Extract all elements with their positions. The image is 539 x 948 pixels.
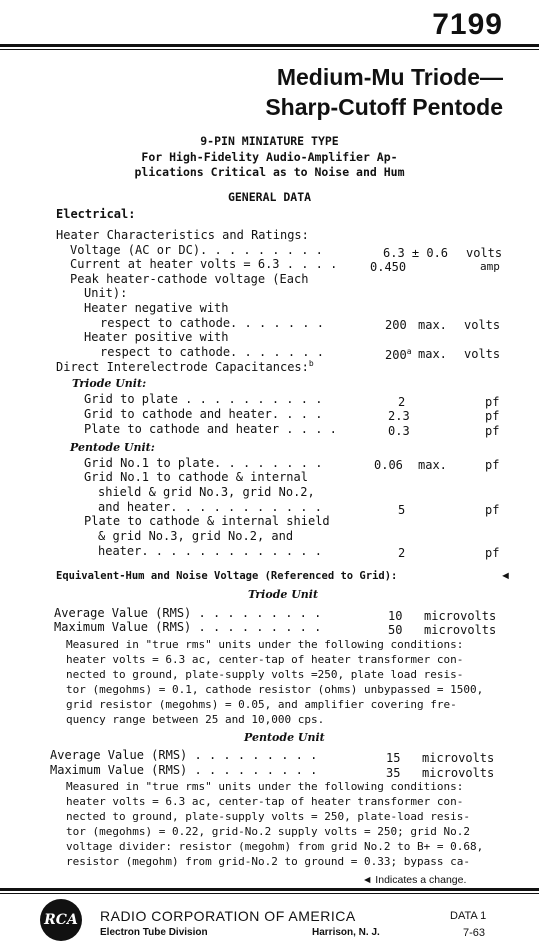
heater-positive-value: 200$^a$ (385, 347, 412, 362)
electrical-heading: Electrical: (56, 207, 136, 221)
triode-row-1-label: Grid to plate . . . . . . . . . . (84, 392, 323, 406)
change-legend: ◄ Indicates a change. (362, 874, 467, 886)
peak-line-2: Unit): (84, 286, 128, 300)
pentode-pc-line-2: & grid No.3, grid No.2, and (98, 529, 294, 543)
data-sheet-number: DATA 1 (450, 910, 487, 922)
heater-heading: Heater Characteristics and Ratings: (56, 228, 309, 242)
triode-row-2-value: 2.3 (388, 409, 410, 423)
pentode-g1p-label: Grid No.1 to plate. . . . . . . . (84, 456, 323, 470)
triode-unit-heading: Triode Unit: (72, 377, 147, 390)
pentode-maximum-value: 35 (386, 766, 401, 780)
triode-average-value: 10 (388, 609, 403, 623)
pentode-pc-line-1: Plate to cathode & internal shield (84, 514, 330, 528)
top-rule (0, 44, 539, 47)
triode-note-line-6: quency range between 25 and 10,000 cps. (66, 713, 325, 726)
pentode-maximum-label: Maximum Value (RMS) . . . . . . . . . (50, 763, 318, 777)
pentode-g1p-max: max. (418, 458, 447, 472)
pentode-average-value: 15 (386, 751, 401, 765)
heater-positive-line: Heater positive with (84, 330, 229, 344)
pentode-unit-heading: Pentode Unit: (70, 441, 155, 454)
pentode-note-line-3: nected to ground, plate-supply volts = 250, plate-load resis- (66, 810, 470, 823)
bottom-rule (0, 888, 539, 891)
company-name: RADIO CORPORATION OF AMERICA (100, 908, 356, 924)
voltage-value: 6.3 ± 0.6 (383, 246, 449, 260)
application-line-1: For High-Fidelity Audio-Amplifier Ap- (141, 150, 398, 164)
triode-row-3-value: 0.3 (388, 424, 410, 438)
pentode-g1c-line-1: Grid No.1 to cathode & internal (84, 470, 308, 484)
heater-positive-label: respect to cathode. . . . . . . (100, 345, 324, 359)
triode-note-line-1: Measured in "true rms" units under the following conditions: (66, 638, 464, 651)
triode-note-line-4: tor (megohms) = 0.1, cathode resistor (ohms) unbypassed = 1500, (66, 683, 484, 696)
top-rule-thin (0, 49, 539, 50)
pentode-average-label: Average Value (RMS) . . . . . . . . . (50, 748, 318, 762)
triode-note-line-3: nected to ground, plate-supply volts =250, plate load resis- (66, 668, 464, 681)
pentode-g1c-label: and heater. . . . . . . . . . . (98, 500, 322, 514)
tube-number: 7199 (432, 8, 503, 41)
hum-heading: Equivalent-Hum and Noise Voltage (Referenced to Grid): (56, 570, 398, 582)
general-data-heading: GENERAL DATA (227, 190, 312, 204)
triode-row-2-label: Grid to cathode and heater. . . . (84, 407, 323, 421)
triode-average-unit: microvolts (424, 609, 497, 623)
title-line-2: Sharp-Cutoff Pentode (265, 94, 503, 120)
heater-negative-label: respect to cathode. . . . . . . (100, 316, 324, 330)
capacitances-heading: Direct Interelectrode Capacitances:$^b$ (56, 359, 314, 374)
pentode-g1p-value: 0.06 (374, 458, 403, 472)
current-value: 0.450 (370, 260, 407, 274)
hum-triode-heading: Triode Unit (248, 588, 319, 601)
triode-note-line-5: grid resistor (megohms) = 0.05, and amplifier covering fre- (66, 698, 457, 711)
triode-row-2-unit: pf (485, 409, 500, 423)
pentode-maximum-unit: microvolts (422, 766, 495, 780)
pentode-g1c-unit: pf (485, 503, 500, 517)
pentode-g1c-line-2: shield & grid No.3, grid No.2, (98, 485, 315, 499)
heater-negative-unit: volts (464, 318, 501, 332)
application-line-2: plications Critical as to Noise and Hum (134, 165, 405, 179)
title-line-1: Medium-Mu Triode— (276, 64, 503, 90)
rca-logo: RCA (40, 899, 82, 941)
heater-negative-line: Heater negative with (84, 301, 229, 315)
triode-row-1-value: 2 (398, 395, 406, 409)
triode-row-3-unit: pf (485, 424, 500, 438)
peak-line-1: Peak heater-cathode voltage (Each (70, 272, 309, 286)
triode-average-label: Average Value (RMS) . . . . . . . . . (54, 606, 322, 620)
heater-positive-unit: volts (464, 347, 501, 361)
triode-row-1-unit: pf (485, 395, 500, 409)
change-arrow: ◄ (500, 570, 511, 582)
pentode-note-line-2: heater volts = 6.3 ac, center-tap of heater transformer con- (66, 795, 464, 808)
voltage-unit: volts (466, 246, 503, 260)
pentode-pc-label: heater. . . . . . . . . . . . . (98, 544, 322, 558)
pentode-pc-unit: pf (485, 546, 500, 560)
heater-positive-max: max. (418, 347, 447, 361)
pentode-average-unit: microvolts (422, 751, 495, 765)
type-line: 9-PIN MINIATURE TYPE (200, 134, 339, 148)
bottom-rule-thin (0, 893, 539, 894)
pentode-note-line-6: resistor (megohm) from grid-No.2 to ground = 0.33; bypass ca- (66, 855, 470, 868)
triode-row-3-label: Plate to cathode and heater . . . . (84, 422, 337, 436)
triode-note-line-2: heater volts = 6.3 ac, center-tap of heater transformer con- (66, 653, 464, 666)
triode-maximum-label: Maximum Value (RMS) . . . . . . . . . (54, 620, 322, 634)
pentode-note-line-5: voltage divider: resistor (megohm) from grid No.2 to B+ = 0.68, (66, 840, 484, 853)
pentode-note-line-1: Measured in "true rms" units under the following conditions: (66, 780, 464, 793)
pentode-note-line-4: tor (megohms) = 0.22, grid-No.2 supply volts = 250; grid No.2 (66, 825, 470, 838)
location: Harrison, N. J. (312, 927, 380, 938)
current-unit: amp (480, 260, 500, 273)
division-name: Electron Tube Division (100, 927, 208, 938)
hum-pentode-heading: Pentode Unit (244, 731, 325, 744)
pentode-g1c-value: 5 (398, 503, 406, 517)
date-code: 7-63 (463, 927, 486, 939)
pentode-g1p-unit: pf (485, 458, 500, 472)
triode-maximum-unit: microvolts (424, 623, 497, 637)
voltage-label: Voltage (AC or DC). . . . . . . . . (70, 243, 323, 257)
current-label: Current at heater volts = 6.3 . . . . (70, 257, 338, 271)
triode-maximum-value: 50 (388, 623, 403, 637)
pentode-pc-value: 2 (398, 546, 406, 560)
heater-negative-value: 200 (385, 318, 407, 332)
heater-negative-max: max. (418, 318, 447, 332)
